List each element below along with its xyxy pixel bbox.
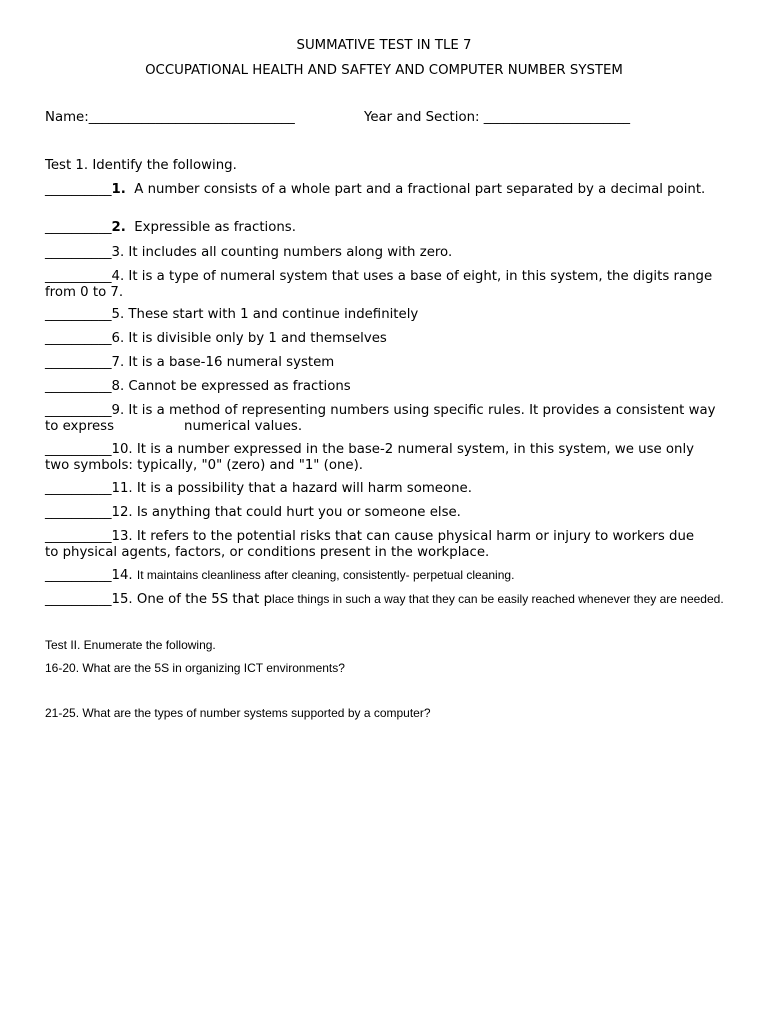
name-field: Name:_______________________________ [45,110,295,125]
question-text: Expressible as fractions. [125,220,296,235]
document-subtitle: OCCUPATIONAL HEALTH AND SAFTEY AND COMPUTER NUMBER SYSTEM [145,63,623,78]
question-1 [45,182,725,198]
document-title: SUMMATIVE TEST IN TLE 7 [296,38,472,53]
question-number: 1. [111,182,126,197]
answer-blank: __________ [45,331,112,346]
question-3: __________3. It includes all counting numbers along with zero. [45,245,453,260]
year-section-field: Year and Section: ______________________ [364,110,630,125]
test2-heading: Test II. Enumerate the following. [45,638,216,652]
question-16-20: 16-20. What are the 5S in organizing ICT environments? [45,661,345,675]
question-2 [45,220,725,236]
question-8: __________8. Cannot be expressed as fractions [45,379,351,394]
question-text: 9. It is a method of representing numbers using specific rules. It provides a consistent way to express [45,403,716,434]
question-10: __________10. It is a number expressed in the base-2 numeral system, in this system, we use only two symbols: typically, "0" (zero) and "1" (one). [45,442,695,473]
question-number: __________15. One of the 5S that p [45,592,273,607]
question-7: __________7. It is a base-16 numeral system [45,355,335,370]
question-12: __________12. Is anything that could hurt you or someone else. [45,505,461,520]
question-text-continued: numerical values. [184,418,303,434]
question-13: __________13. It refers to the potential risks that can cause physical harm or injury to workers due to physical agents, factors, or conditions present in the workplace. [45,529,695,560]
question-text: It maintains cleanliness after cleaning, consistently- perpetual cleaning. [136,568,515,582]
answer-blank: __________ [45,403,112,418]
question-text: A number consists of a whole part and a fractional part separated by a decimal point. [125,182,706,197]
answer-blank: __________ [45,182,112,197]
question-number: __________14. [45,568,137,583]
question-number: 2. [111,220,126,235]
question-6 [45,331,725,347]
question-text: lace things in such a way that they can be easily reached whenever they are needed. [272,592,724,606]
question-11: __________11. It is a possibility that a hazard will harm someone. [45,481,472,496]
question-14 [45,568,725,584]
question-21-25: 21-25. What are the types of number systems supported by a computer? [45,706,431,720]
question-9 [45,403,727,434]
question-5: __________5. These start with 1 and continue indefinitely [45,307,419,322]
question-text: 6. It is divisible only by 1 and themselves [111,331,387,346]
question-4: __________4. It is a type of numeral system that uses a base of eight, in this system, the digits range from 0 to 7. [45,269,713,300]
answer-blank: __________ [45,220,112,235]
question-15 [45,592,725,608]
test1-heading: Test 1. Identify the following. [45,158,237,173]
